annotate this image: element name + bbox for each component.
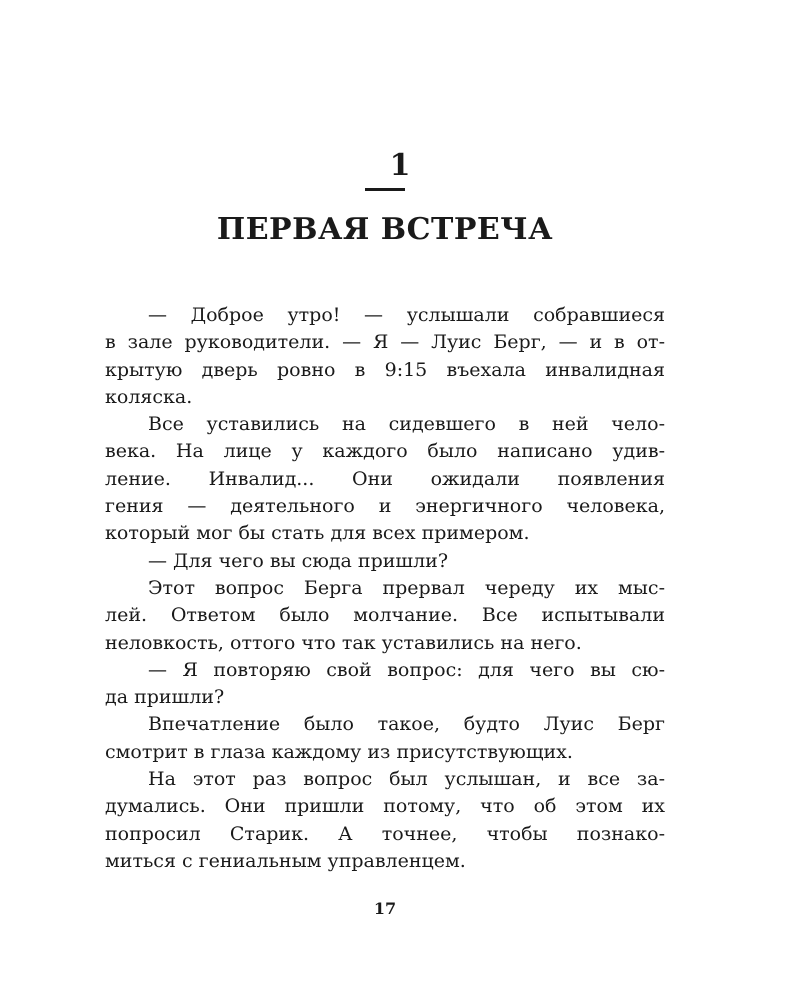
text-line: смотрит в глаза каждому из присутствующих. xyxy=(105,740,573,763)
text-line: который мог бы стать для всех примером. xyxy=(105,522,530,545)
text-line: ление. Инвалид... Они ожидали появления xyxy=(105,467,665,490)
chapter-body xyxy=(105,302,665,875)
text-line: коляска. xyxy=(105,385,193,408)
text-line: гения — деятельного и энергичного человека, xyxy=(105,495,665,518)
text-line: — Доброе утро! — услышали собравшиеся xyxy=(148,304,665,326)
text-line: Этот вопрос Берга прервал череду их мыс- xyxy=(148,576,665,599)
text-line: миться с гениальным управленцем. xyxy=(105,849,466,872)
text-line: думались. Они пришли потому, что об этом их xyxy=(105,795,665,818)
text-line: неловкость, оттого что так уставились на него. xyxy=(105,631,582,654)
text-line: века. На лице у каждого было написано удив- xyxy=(105,440,665,463)
chapter-divider xyxy=(365,188,405,191)
text-line: — Я повторяю свой вопрос: для чего вы сю- xyxy=(148,658,665,681)
text-line: лей. Ответом было молчание. Все испытывали xyxy=(105,604,665,627)
text-line: попросил Старик. А точнее, чтобы познако- xyxy=(105,822,665,845)
text-line: Впечатление было такое, будто Луис Берг xyxy=(148,713,665,736)
text-line: да пришли? xyxy=(105,686,225,709)
chapter-title: ПЕРВАЯ ВСТРЕЧА xyxy=(216,212,554,247)
text-line: крытую дверь ровно в 9:15 въехала инвалидная xyxy=(105,358,665,381)
text-line: Все уставились на сидевшего в ней чело- xyxy=(148,413,665,436)
text-line: На этот раз вопрос был услышан, и все за- xyxy=(148,768,665,791)
text-line: — Для чего вы сюда пришли? xyxy=(148,549,449,572)
text-line: в зале руководители. — Я — Луис Берг, — и в от- xyxy=(105,331,665,354)
chapter-number: 1 xyxy=(389,148,411,183)
page-number: 17 xyxy=(373,899,397,918)
